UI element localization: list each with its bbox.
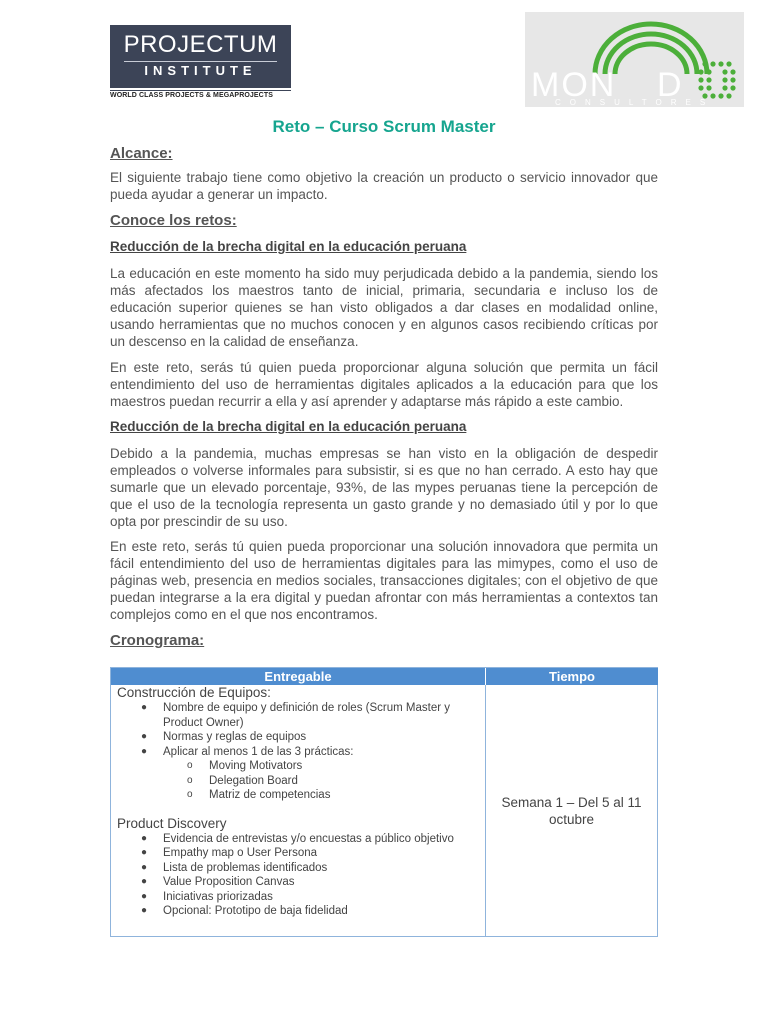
reto2-heading: Reducción de la brecha digital en la educación peruana	[110, 419, 467, 434]
table-header-tiempo: Tiempo	[485, 668, 658, 685]
tiempo-cell: Semana 1 – Del 5 al 11 octubre	[501, 794, 642, 827]
svg-text:D: D	[657, 66, 682, 104]
sub-list-item: o Delegation Board	[187, 774, 298, 787]
list-item: ● Normas y reglas de equipos	[141, 731, 307, 743]
cronograma-table	[110, 667, 658, 937]
entregable-cell	[117, 685, 479, 919]
mondo-consultores-logo	[525, 12, 744, 107]
projectum-logo-name: PROJECTUM	[123, 31, 278, 58]
document-title: Reto – Curso Scrum Master	[272, 117, 496, 136]
reto1-heading: Reducción de la brecha digital en la educación peruana	[110, 239, 467, 254]
projectum-logo	[110, 25, 291, 100]
list-item: ● Evidencia de entrevistas y/o encuestas a público objetivo	[141, 832, 454, 845]
alcance-text: El siguiente trabajo tiene como objetivo la creación un producto o servicio innovador que pueda ayudar a generar un impacto.	[110, 170, 658, 202]
svg-text:MON: MON	[531, 66, 617, 104]
practicas-sublist	[117, 759, 479, 803]
projectum-tagline: WORLD CLASS PROJECTS & MEGAPROJECTS	[110, 90, 291, 99]
cronograma-heading: Cronograma:	[110, 632, 205, 649]
list-item: ● Aplicar al menos 1 de las 3 prácticas:	[141, 745, 354, 758]
retos-heading: Conoce los retos:	[110, 212, 237, 229]
list-item: ● Lista de problemas identificados	[141, 861, 328, 874]
table-header-entregable: Entregable	[111, 668, 485, 685]
alcance-heading: Alcance:	[110, 145, 173, 162]
sub-list-item: o Matriz de competencias	[187, 789, 331, 801]
list-item: ● Opcional: Prototipo de baja fidelidad	[141, 905, 348, 917]
reto1-paragraph-1: La educación en este momento ha sido muy perjudicada debido a la pandemia, siendo los más afectados los maestros tanto de inicial, primaria, secundaria e incluso los de educación superior quienes se han visto obligados a dar clases en modalidad online, usando herramientas que no muchos conocen y en algunos casos recibiendo críticas por un descenso en la calidad de enseñanza.	[110, 266, 658, 349]
svg-text:CONSULTORES: CONSULTORES	[555, 98, 715, 107]
reto2-paragraph-2: En este reto, serás tú quien pueda proporcionar una solución innovadora que permita un fácil entendimiento del uso de herramientas digitales para las mimypes, como el uso de páginas web, presencia en medios sociales, transacciones digitales; con el objetivo de que puedan integrarse a la era digital y puedan afrontar con más herramientas a contextos tan complejos como en el que nos encontramos.	[110, 539, 658, 622]
list-item: ● Iniciativas priorizadas	[141, 890, 273, 903]
reto1-paragraph-2: En este reto, serás tú quien pueda proporcionar alguna solución que permita un fácil entendimiento del uso de herramientas digitales aplicados a la educación para que los maestros puedan recurrir a ella y así aprender y adaptarse más rápido a este cambio.	[110, 360, 658, 409]
list-item: ● Empathy map o User Persona	[141, 847, 318, 859]
product-discovery-list	[117, 832, 479, 919]
construccion-list	[117, 701, 479, 759]
group-product-discovery-title: Product Discovery	[117, 815, 227, 831]
group-construccion-title: Construcción de Equipos:	[117, 685, 271, 700]
list-item: ● Value Proposition Canvas	[141, 876, 295, 888]
sub-list-item: o Moving Motivators	[187, 760, 303, 772]
list-item: ● Nombre de equipo y definición de roles (Scrum Master y Product Owner)	[141, 702, 450, 729]
projectum-logo-institute: INSTITUTE	[144, 63, 257, 78]
reto2-paragraph-1: Debido a la pandemia, muchas empresas se han visto en la obligación de despedir empleados o volverse informales para subsistir, si es que no han cerrado. A esto hay que sumarle que un elevado porcentaje, 93%, de las mypes peruanas tiene la percepción de que el uso de la tecnología representa un gasto grande y no demasiado útil y por lo que opta por prescindir de su uso.	[110, 446, 658, 529]
